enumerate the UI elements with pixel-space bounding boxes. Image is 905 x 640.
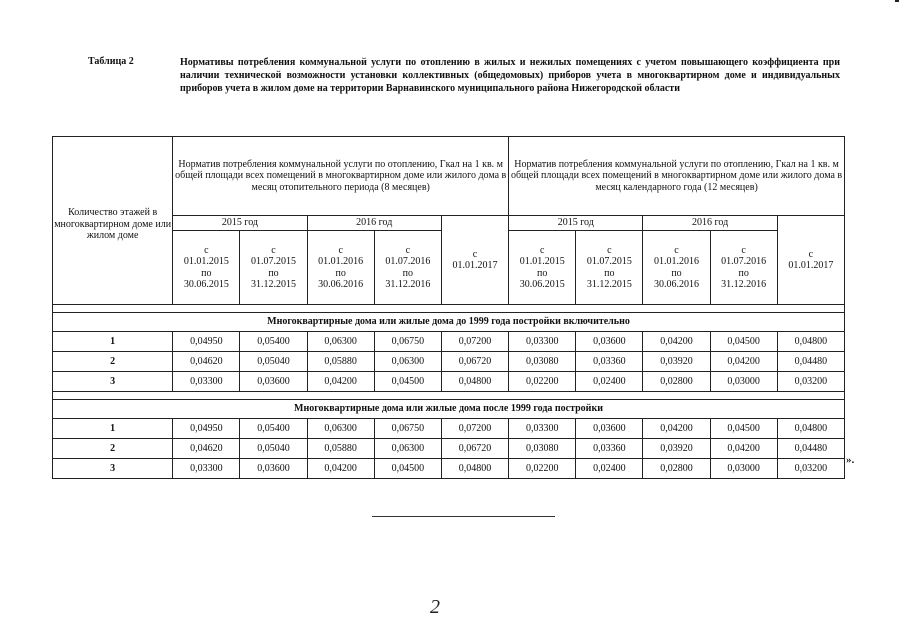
period-line: с [271, 244, 276, 256]
value-cell: 0,03080 [509, 439, 576, 459]
value-cell: 0,06720 [441, 439, 508, 459]
period-line: по [335, 267, 346, 279]
table-label: Таблица 2 [88, 56, 134, 67]
section-title: Многоквартирные дома или жилые дома до 1999 года постройки включительно [53, 313, 845, 332]
value-cell: 0,03000 [710, 459, 777, 479]
value-cell: 0,03200 [777, 372, 844, 392]
period-line: 01.01.2017 [452, 260, 498, 271]
value-cell: 0,03200 [777, 459, 844, 479]
value-cell: 0,04800 [777, 332, 844, 352]
period-line: 30.06.2016 [318, 279, 364, 290]
norms-table [52, 136, 845, 479]
period-line: с [204, 244, 209, 256]
value-cell: 0,05040 [240, 352, 307, 372]
period-line: 01.01.2016 [654, 256, 699, 267]
value-cell: 0,06300 [307, 419, 374, 439]
value-cell: 0,04620 [173, 352, 240, 372]
period-line: 01.07.2016 [385, 256, 431, 267]
value-cell: 0,02800 [643, 459, 710, 479]
header-period [509, 231, 576, 305]
value-cell: 0,04480 [777, 439, 844, 459]
value-cell: 0,02200 [509, 372, 576, 392]
table-row [53, 372, 845, 392]
period-line: с [808, 248, 814, 260]
value-cell: 0,07200 [441, 332, 508, 352]
period-line: 31.12.2015 [251, 279, 297, 290]
value-cell: 0,04480 [777, 352, 844, 372]
section-row [53, 400, 845, 419]
table-row [53, 439, 845, 459]
page-number: 2 [430, 596, 440, 618]
value-cell: 0,03300 [509, 419, 576, 439]
period-line: по [738, 267, 749, 279]
period-line: 01.01.2017 [788, 260, 834, 271]
value-cell: 0,05400 [240, 419, 307, 439]
value-cell: 0,03600 [576, 419, 643, 439]
period-line: с [741, 244, 746, 256]
value-cell: 0,03360 [576, 439, 643, 459]
header-period [374, 231, 441, 305]
value-cell: 0,03600 [576, 332, 643, 352]
period-line: с [338, 244, 343, 256]
period-line: 01.01.2015 [519, 256, 565, 267]
value-cell: 0,04620 [173, 439, 240, 459]
period-line: 01.01.2015 [183, 256, 229, 267]
value-cell: 0,06300 [374, 439, 441, 459]
period-line: с [674, 244, 679, 256]
section-spacer [53, 305, 845, 313]
period-line: по [268, 267, 279, 279]
value-cell: 0,06300 [307, 332, 374, 352]
header-year: 2016 год [307, 216, 441, 231]
period-line: по [201, 267, 212, 279]
header-period [307, 231, 374, 305]
spacer-cell [53, 392, 845, 400]
value-cell: 0,04800 [441, 459, 508, 479]
period-line: 30.06.2016 [654, 279, 699, 290]
section-row [53, 313, 845, 332]
header-period [643, 231, 710, 305]
spacer-cell [53, 305, 845, 313]
period-line: 01.07.2016 [721, 256, 767, 267]
period-line: с [405, 244, 411, 256]
floors-cell: 1 [53, 332, 173, 352]
period-line: с [539, 244, 545, 256]
section-title: Многоквартирные дома или жилые дома после 1999 года постройки [53, 400, 845, 419]
value-cell: 0,06300 [374, 352, 441, 372]
value-cell: 0,03300 [509, 332, 576, 352]
period-line: с [607, 244, 612, 256]
table-body [53, 305, 845, 479]
value-cell: 0,05880 [307, 352, 374, 372]
period-line: 31.12.2016 [385, 279, 431, 290]
value-cell: 0,04200 [710, 352, 777, 372]
value-cell: 0,03360 [576, 352, 643, 372]
period-line: по [402, 267, 413, 279]
table-row [53, 332, 845, 352]
value-cell: 0,06750 [374, 332, 441, 352]
value-cell: 0,04800 [441, 372, 508, 392]
period-line: с [472, 248, 478, 260]
header-floors: Количество этажей в многоквартирном доме или жилом доме [53, 137, 173, 305]
value-cell: 0,06750 [374, 419, 441, 439]
value-cell: 0,03600 [240, 372, 307, 392]
value-cell: 0,07200 [441, 419, 508, 439]
value-cell: 0,04200 [307, 459, 374, 479]
period-line: 30.06.2015 [183, 279, 229, 290]
period-line: 01.01.2016 [318, 256, 364, 267]
value-cell: 0,04200 [643, 419, 710, 439]
value-cell: 0,03920 [643, 352, 710, 372]
value-cell: 0,06720 [441, 352, 508, 372]
header-year: 2015 год [173, 216, 307, 231]
table-row [53, 459, 845, 479]
value-cell: 0,04500 [374, 459, 441, 479]
value-cell: 0,03080 [509, 352, 576, 372]
floors-cell: 3 [53, 372, 173, 392]
value-cell: 0,05040 [240, 439, 307, 459]
floors-cell: 2 [53, 439, 173, 459]
value-cell: 0,04800 [777, 419, 844, 439]
table-title: Нормативы потребления коммунальной услуги по отоплению в жилых и нежилых помещениях с учетом повышающего коэффициента при наличии технической возможности установки коллективных (общедомовых) приборов учета в многоквартирном доме и индивидуальных приборов учета в жилом доме на территории Варнавинского муниципального района Нижегородской области [180, 57, 840, 95]
floors-cell: 2 [53, 352, 173, 372]
header-year: 2016 год [643, 216, 777, 231]
value-cell: 0,03600 [240, 459, 307, 479]
header-period [240, 231, 307, 305]
period-line: по [671, 267, 682, 279]
period-line: 01.07.2015 [251, 256, 297, 267]
value-cell: 0,03000 [710, 372, 777, 392]
value-cell: 0,04200 [307, 372, 374, 392]
value-cell: 0,04200 [710, 439, 777, 459]
value-cell: 0,04200 [643, 332, 710, 352]
value-cell: 0,04950 [173, 332, 240, 352]
period-line: 30.06.2015 [519, 279, 565, 290]
scan-mark [895, 0, 899, 2]
header-year: 2015 год [509, 216, 643, 231]
value-cell: 0,02200 [509, 459, 576, 479]
value-cell: 0,03300 [173, 372, 240, 392]
closing-quote: ». [846, 454, 855, 466]
header-period [173, 231, 240, 305]
value-cell: 0,05400 [240, 332, 307, 352]
value-cell: 0,04500 [710, 419, 777, 439]
header-period [777, 216, 844, 305]
value-cell: 0,04950 [173, 419, 240, 439]
value-cell: 0,04500 [710, 332, 777, 352]
value-cell: 0,02800 [643, 372, 710, 392]
period-line: 31.12.2016 [721, 279, 767, 290]
footer-rule [372, 516, 555, 517]
period-line: 01.07.2015 [586, 256, 632, 267]
header-norm-calendar-year: Норматив потребления коммунальной услуги по отоплению, Гкал на 1 кв. м общей площади всех помещений в многоквартирном доме или жилого дома в месяц календарного года (12 месяцев) [509, 137, 845, 216]
value-cell: 0,03920 [643, 439, 710, 459]
floors-cell: 3 [53, 459, 173, 479]
value-cell: 0,04500 [374, 372, 441, 392]
period-line: по [604, 267, 615, 279]
table-row [53, 352, 845, 372]
value-cell: 0,05880 [307, 439, 374, 459]
table-row [53, 419, 845, 439]
period-line: 31.12.2015 [586, 279, 632, 290]
header-period [441, 216, 508, 305]
value-cell: 0,02400 [576, 459, 643, 479]
floors-cell: 1 [53, 419, 173, 439]
section-spacer [53, 392, 845, 400]
header-norm-heating-period: Норматив потребления коммунальной услуги по отоплению, Гкал на 1 кв. м общей площади всех помещений в многоквартирном доме или жилого дома в месяц отопительного периода (8 месяцев) [173, 137, 509, 216]
value-cell: 0,02400 [576, 372, 643, 392]
header-period [576, 231, 643, 305]
value-cell: 0,03300 [173, 459, 240, 479]
period-line: по [537, 267, 548, 279]
header-period [710, 231, 777, 305]
